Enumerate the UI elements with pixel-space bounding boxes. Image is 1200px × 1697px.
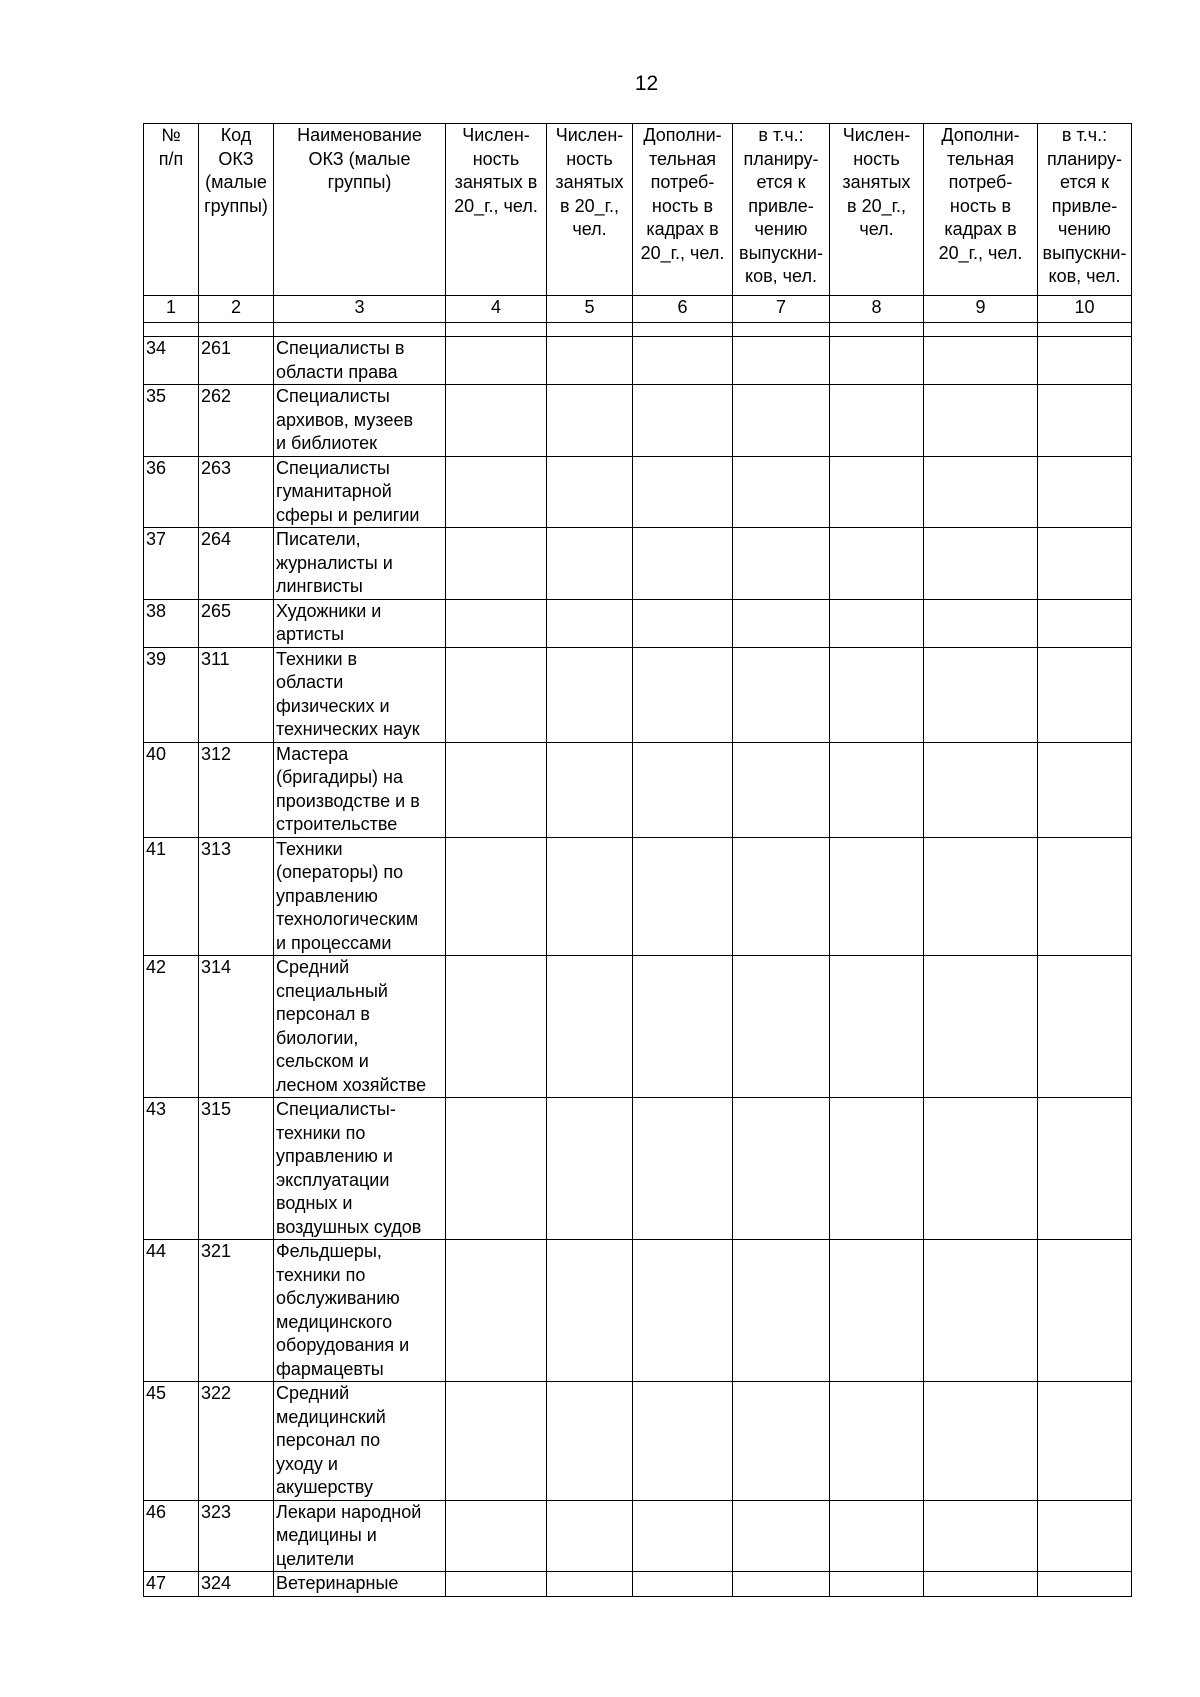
row-number: 44 — [144, 1240, 199, 1382]
empty-cell-col-10 — [1038, 337, 1132, 385]
empty-cell-col-7 — [733, 599, 830, 647]
empty-cell-col-8 — [830, 337, 924, 385]
empty-cell-col-5 — [547, 1500, 633, 1572]
empty-cell-col-9 — [924, 385, 1038, 457]
okz-code: 265 — [199, 599, 274, 647]
okz-code: 324 — [199, 1572, 274, 1597]
spacer-cell — [144, 323, 199, 337]
empty-cell-col-5 — [547, 1098, 633, 1240]
okz-group-name: Средний медицинский персонал по уходу и акушерству — [274, 1382, 446, 1501]
okz-code: 312 — [199, 742, 274, 837]
empty-cell-col-6 — [633, 1240, 733, 1382]
okz-group-name: Лекари народной медицины и целители — [274, 1500, 446, 1572]
row-number: 40 — [144, 742, 199, 837]
table-row — [144, 742, 1132, 837]
column-header-7: в т.ч.: планиру- ется к привле- чению выпускни- ков, чел. — [733, 124, 830, 296]
column-number-7: 7 — [733, 296, 830, 323]
table-row — [144, 1572, 1132, 1597]
header-row — [144, 124, 1132, 296]
empty-cell-col-7 — [733, 1572, 830, 1597]
empty-cell-col-5 — [547, 599, 633, 647]
empty-cell-col-8 — [830, 1572, 924, 1597]
table-row — [144, 1098, 1132, 1240]
empty-cell-col-9 — [924, 599, 1038, 647]
okz-code: 262 — [199, 385, 274, 457]
spacer-cell — [830, 323, 924, 337]
okz-group-name: Мастера (бригадиры) на производстве и в строительстве — [274, 742, 446, 837]
empty-cell-col-7 — [733, 837, 830, 956]
table-row — [144, 599, 1132, 647]
empty-cell-col-5 — [547, 528, 633, 600]
empty-cell-col-4 — [446, 1382, 547, 1501]
table-row — [144, 1382, 1132, 1501]
row-number: 42 — [144, 956, 199, 1098]
okz-code: 263 — [199, 456, 274, 528]
empty-cell-col-4 — [446, 385, 547, 457]
empty-cell-col-8 — [830, 385, 924, 457]
empty-cell-col-6 — [633, 528, 733, 600]
column-header-5: Числен- ность занятых в 20_г., чел. — [547, 124, 633, 296]
empty-cell-col-4 — [446, 456, 547, 528]
okz-code: 313 — [199, 837, 274, 956]
column-header-9: Дополни- тельная потреб- ность в кадрах в 20_г., чел. — [924, 124, 1038, 296]
column-number-5: 5 — [547, 296, 633, 323]
row-number: 41 — [144, 837, 199, 956]
empty-cell-col-10 — [1038, 1098, 1132, 1240]
column-number-2: 2 — [199, 296, 274, 323]
empty-cell-col-9 — [924, 742, 1038, 837]
row-number: 34 — [144, 337, 199, 385]
empty-cell-col-5 — [547, 1240, 633, 1382]
column-header-8: Числен- ность занятых в 20_г., чел. — [830, 124, 924, 296]
empty-cell-col-7 — [733, 742, 830, 837]
row-number: 37 — [144, 528, 199, 600]
page-number: 12 — [634, 72, 659, 95]
empty-cell-col-7 — [733, 647, 830, 742]
okz-code: 314 — [199, 956, 274, 1098]
empty-cell-col-7 — [733, 1500, 830, 1572]
empty-cell-col-6 — [633, 837, 733, 956]
empty-cell-col-9 — [924, 956, 1038, 1098]
empty-cell-col-4 — [446, 956, 547, 1098]
empty-cell-col-7 — [733, 956, 830, 1098]
empty-cell-col-4 — [446, 337, 547, 385]
empty-cell-col-10 — [1038, 1500, 1132, 1572]
empty-cell-col-9 — [924, 647, 1038, 742]
empty-cell-col-7 — [733, 1382, 830, 1501]
table-row — [144, 1240, 1132, 1382]
empty-cell-col-6 — [633, 647, 733, 742]
empty-cell-col-6 — [633, 1098, 733, 1240]
empty-cell-col-8 — [830, 742, 924, 837]
column-header-10: в т.ч.: планиру- ется к привле- чению выпускни- ков, чел. — [1038, 124, 1132, 296]
okz-group-name: Специалисты- техники по управлению и эксплуатации водных и воздушных судов — [274, 1098, 446, 1240]
table-row — [144, 647, 1132, 742]
empty-cell-col-4 — [446, 742, 547, 837]
column-header-4: Числен- ность занятых в 20_г., чел. — [446, 124, 547, 296]
column-number-9: 9 — [924, 296, 1038, 323]
empty-cell-col-6 — [633, 385, 733, 457]
row-number: 45 — [144, 1382, 199, 1501]
table-row — [144, 1500, 1132, 1572]
empty-cell-col-7 — [733, 337, 830, 385]
okz-code: 322 — [199, 1382, 274, 1501]
okz-group-name: Средний специальный персонал в биологии, сельском и лесном хозяйстве — [274, 956, 446, 1098]
empty-cell-col-10 — [1038, 1382, 1132, 1501]
empty-cell-col-10 — [1038, 1572, 1132, 1597]
empty-cell-col-8 — [830, 456, 924, 528]
okz-group-name: Специалисты гуманитарной сферы и религии — [274, 456, 446, 528]
empty-cell-col-5 — [547, 337, 633, 385]
row-number: 47 — [144, 1572, 199, 1597]
empty-cell-col-4 — [446, 1500, 547, 1572]
spacer-cell — [1038, 323, 1132, 337]
empty-cell-col-9 — [924, 1500, 1038, 1572]
column-header-2: Код ОКЗ (малые группы) — [199, 124, 274, 296]
empty-cell-col-5 — [547, 647, 633, 742]
spacer-cell — [199, 323, 274, 337]
empty-cell-col-6 — [633, 456, 733, 528]
empty-cell-col-4 — [446, 837, 547, 956]
spacer-cell — [446, 323, 547, 337]
column-header-1: № п/п — [144, 124, 199, 296]
empty-cell-col-8 — [830, 956, 924, 1098]
empty-cell-col-8 — [830, 1240, 924, 1382]
empty-cell-col-8 — [830, 1098, 924, 1240]
empty-cell-col-8 — [830, 599, 924, 647]
table-row — [144, 337, 1132, 385]
empty-cell-col-5 — [547, 837, 633, 956]
okz-code: 315 — [199, 1098, 274, 1240]
empty-cell-col-9 — [924, 337, 1038, 385]
empty-cell-col-10 — [1038, 956, 1132, 1098]
empty-cell-col-8 — [830, 647, 924, 742]
empty-cell-col-6 — [633, 337, 733, 385]
spacer-cell — [547, 323, 633, 337]
empty-cell-col-9 — [924, 456, 1038, 528]
empty-cell-col-6 — [633, 742, 733, 837]
empty-cell-col-9 — [924, 1098, 1038, 1240]
staffing-table — [143, 123, 1132, 1597]
empty-cell-col-10 — [1038, 456, 1132, 528]
okz-code: 311 — [199, 647, 274, 742]
okz-group-name: Специалисты архивов, музеев и библиотек — [274, 385, 446, 457]
column-number-3: 3 — [274, 296, 446, 323]
table-row — [144, 456, 1132, 528]
okz-code: 261 — [199, 337, 274, 385]
okz-group-name: Техники в области физических и технических наук — [274, 647, 446, 742]
empty-cell-col-4 — [446, 599, 547, 647]
empty-cell-col-4 — [446, 1572, 547, 1597]
empty-cell-col-5 — [547, 385, 633, 457]
empty-cell-col-7 — [733, 1098, 830, 1240]
empty-cell-col-9 — [924, 528, 1038, 600]
okz-group-name: Техники (операторы) по управлению технологическим и процессами — [274, 837, 446, 956]
empty-cell-col-10 — [1038, 385, 1132, 457]
table-row — [144, 385, 1132, 457]
empty-cell-col-10 — [1038, 1240, 1132, 1382]
column-number-10: 10 — [1038, 296, 1132, 323]
spacer-cell — [733, 323, 830, 337]
row-number: 46 — [144, 1500, 199, 1572]
okz-code: 264 — [199, 528, 274, 600]
empty-cell-col-9 — [924, 1240, 1038, 1382]
empty-cell-col-7 — [733, 1240, 830, 1382]
empty-cell-col-10 — [1038, 837, 1132, 956]
okz-group-name: Специалисты в области права — [274, 337, 446, 385]
empty-cell-col-9 — [924, 1382, 1038, 1501]
table-row — [144, 837, 1132, 956]
empty-cell-col-5 — [547, 956, 633, 1098]
empty-cell-col-8 — [830, 1382, 924, 1501]
column-number-4: 4 — [446, 296, 547, 323]
empty-cell-col-6 — [633, 956, 733, 1098]
empty-cell-col-4 — [446, 528, 547, 600]
empty-cell-col-5 — [547, 1382, 633, 1501]
row-number: 38 — [144, 599, 199, 647]
empty-cell-col-6 — [633, 599, 733, 647]
row-number: 35 — [144, 385, 199, 457]
okz-code: 323 — [199, 1500, 274, 1572]
spacer-cell — [633, 323, 733, 337]
empty-cell-col-7 — [733, 385, 830, 457]
column-number-1: 1 — [144, 296, 199, 323]
empty-cell-col-5 — [547, 1572, 633, 1597]
empty-cell-col-10 — [1038, 528, 1132, 600]
row-number: 43 — [144, 1098, 199, 1240]
spacer-cell — [924, 323, 1038, 337]
empty-cell-col-4 — [446, 1098, 547, 1240]
spacer-cell — [274, 323, 446, 337]
column-number-8: 8 — [830, 296, 924, 323]
empty-cell-col-10 — [1038, 647, 1132, 742]
empty-cell-col-6 — [633, 1572, 733, 1597]
column-header-6: Дополни- тельная потреб- ность в кадрах в 20_г., чел. — [633, 124, 733, 296]
row-number: 39 — [144, 647, 199, 742]
table-row — [144, 528, 1132, 600]
row-number: 36 — [144, 456, 199, 528]
empty-cell-col-8 — [830, 1500, 924, 1572]
empty-cell-col-8 — [830, 837, 924, 956]
empty-cell-col-4 — [446, 647, 547, 742]
okz-group-name: Фельдшеры, техники по обслуживанию медицинского оборудования и фармацевты — [274, 1240, 446, 1382]
okz-group-name: Писатели, журналисты и лингвисты — [274, 528, 446, 600]
empty-cell-col-9 — [924, 1572, 1038, 1597]
empty-cell-col-7 — [733, 528, 830, 600]
empty-cell-col-6 — [633, 1382, 733, 1501]
empty-cell-col-10 — [1038, 599, 1132, 647]
table-row — [144, 956, 1132, 1098]
empty-cell-col-6 — [633, 1500, 733, 1572]
empty-cell-col-7 — [733, 456, 830, 528]
okz-group-name: Ветеринарные — [274, 1572, 446, 1597]
empty-cell-col-5 — [547, 456, 633, 528]
column-header-3: Наименование ОКЗ (малые группы) — [274, 124, 446, 296]
empty-cell-col-4 — [446, 1240, 547, 1382]
empty-cell-col-10 — [1038, 742, 1132, 837]
okz-code: 321 — [199, 1240, 274, 1382]
okz-group-name: Художники и артисты — [274, 599, 446, 647]
empty-cell-col-9 — [924, 837, 1038, 956]
empty-cell-col-5 — [547, 742, 633, 837]
spacer-row — [144, 323, 1132, 337]
column-number-6: 6 — [633, 296, 733, 323]
empty-cell-col-8 — [830, 528, 924, 600]
column-number-row — [144, 296, 1132, 323]
